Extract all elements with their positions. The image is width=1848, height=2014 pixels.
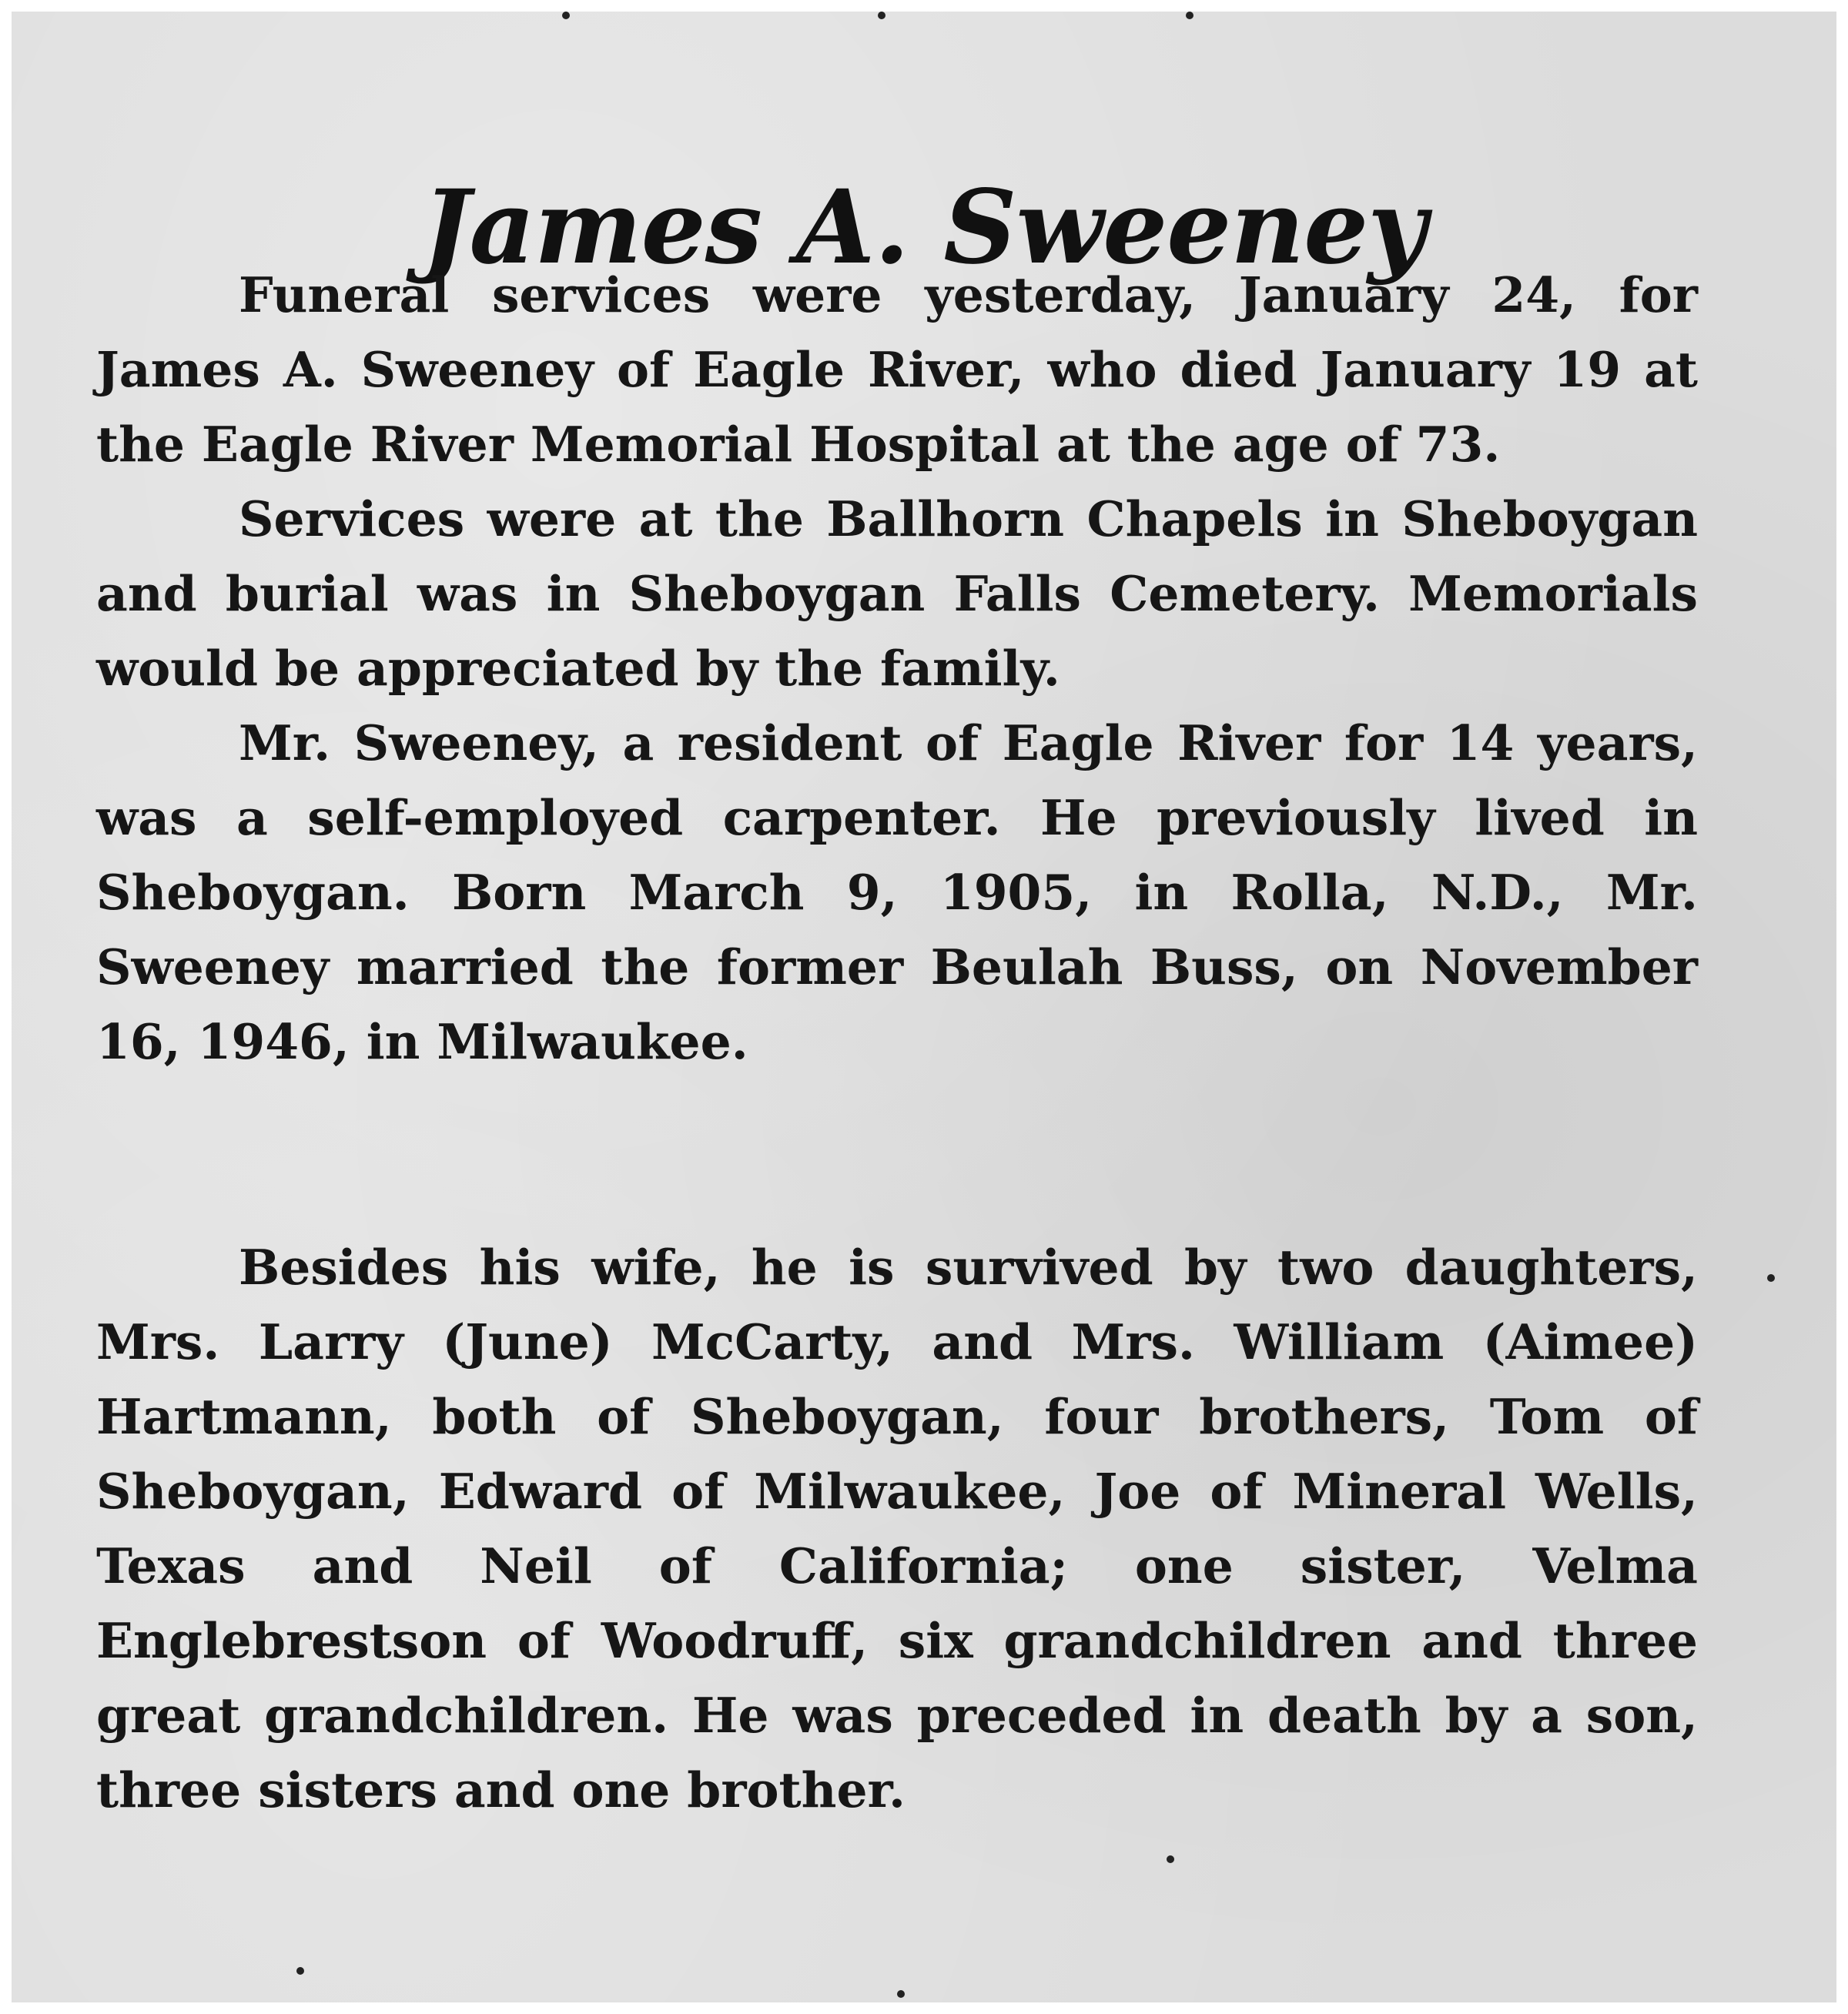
print-speck [562,12,570,19]
print-speck [878,12,886,19]
print-speck [296,1967,304,1975]
print-speck [1186,12,1194,19]
paragraph-survivors: Besides his wife, he is survived by two daughters, Mrs. Larry (June) McCarty, and Mrs. William (Aimee) Hartmann, both of Sheboygan, four brothers, Tom of Sheboygan, Edward of Milwaukee, Joe of Mineral Wells, Texas and Neil of California; one sister, Velma Englebrestson of Woodruff, six grandchildren and three great grandchildren. He was preceded in death by a son, three sisters and one brother. [96,1239,1698,1818]
print-speck [1767,1274,1775,1282]
paragraph-biography: Mr. Sweeney, a resident of Eagle River for 14 years, was a self-employed carpenter. He previously lived in Sheboygan. Born March 9, 1905, in Rolla, N.D., Mr. Sweeney married the former Beulah Buss, on November 16, 1946, in Milwaukee. [96,714,1698,1070]
obituary-title: James A. Sweeney [422,168,1426,288]
paragraph-services: Services were at the Ballhorn Chapels in Sheboygan and burial was in Sheboygan Falls Cemetery. Memorials would be appreciated by the family. [96,490,1698,697]
newspaper-clipping [12,12,1836,2002]
obituary-body-top [96,258,1698,1079]
print-speck [1167,1855,1174,1863]
paragraph-funeral: Funeral services were yesterday, January 24, for James A. Sweeney of Eagle River, who died January 19 at the Eagle River Memorial Hospital at the age of 73. [96,266,1698,473]
obituary-body-bottom [96,1230,1698,1828]
print-speck [897,1990,905,1998]
